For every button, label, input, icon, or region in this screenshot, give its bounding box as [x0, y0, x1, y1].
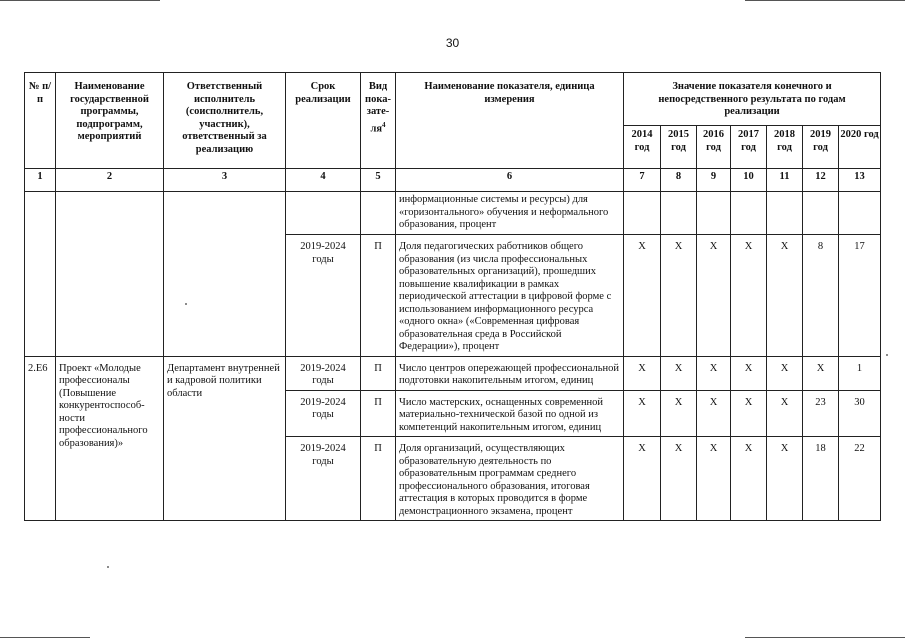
row-value: 22 — [839, 437, 881, 521]
row-type: П — [361, 390, 396, 437]
row-type: П — [361, 235, 396, 357]
scan-line-top-right — [745, 0, 905, 1]
row-value: Х — [731, 235, 767, 357]
scan-speck — [886, 354, 888, 356]
executor-name — [164, 192, 286, 357]
row-term: 2019-2024 годы — [286, 390, 361, 437]
scan-speck — [185, 303, 187, 305]
row-value — [731, 192, 767, 235]
row-term: 2019-2024 годы — [286, 235, 361, 357]
header-type-footnote: 4 — [382, 120, 386, 129]
header-year: 2017 год — [731, 126, 767, 169]
column-number: 5 — [361, 169, 396, 192]
row-term — [286, 192, 361, 235]
row-value — [661, 192, 697, 235]
column-number: 4 — [286, 169, 361, 192]
column-number: 11 — [767, 169, 803, 192]
row-number: 2.Е6 — [25, 356, 56, 521]
row-number — [25, 192, 56, 357]
row-value: Х — [624, 235, 661, 357]
row-value: Х — [803, 356, 839, 390]
row-value: Х — [767, 356, 803, 390]
row-value — [803, 192, 839, 235]
scan-speck — [107, 566, 109, 568]
column-number: 6 — [396, 169, 624, 192]
row-indicator: Число мастерских, оснащенных современной материально-технической базой по одной из компетенций накопительным итогом, единиц — [396, 390, 624, 437]
row-value: Х — [731, 390, 767, 437]
row-value: Х — [624, 390, 661, 437]
row-value: Х — [624, 356, 661, 390]
row-value: Х — [731, 437, 767, 521]
row-value: Х — [697, 356, 731, 390]
page-number: 30 — [445, 36, 460, 50]
header-values: Значение показателя конечного и непосредственного результата по годам реализации — [624, 73, 881, 126]
row-term: 2019-2024 годы — [286, 356, 361, 390]
header-row — [25, 73, 881, 126]
column-number: 10 — [731, 169, 767, 192]
row-type: П — [361, 437, 396, 521]
header-year: 2014 год — [624, 126, 661, 169]
row-value: Х — [767, 235, 803, 357]
row-value: Х — [731, 356, 767, 390]
row-type: П — [361, 356, 396, 390]
row-value: 17 — [839, 235, 881, 357]
header-year: 2019 год — [803, 126, 839, 169]
row-indicator: Число центров опережающей профессиональной подготовки накопительным итогом, единиц — [396, 356, 624, 390]
row-term: 2019-2024 годы — [286, 437, 361, 521]
row-value — [767, 192, 803, 235]
row-type — [361, 192, 396, 235]
row-value: 1 — [839, 356, 881, 390]
row-value — [839, 192, 881, 235]
row-value: Х — [661, 235, 697, 357]
row-value: Х — [661, 356, 697, 390]
scan-line-top-left — [0, 0, 160, 1]
scan-line-bottom-right — [745, 637, 905, 638]
column-number: 1 — [25, 169, 56, 192]
row-indicator: Доля организаций, осуществляющих образовательную деятельность по образовательным программам среднего профессионального образования, итоговая аттестация в которых проводится в форме демонстрационного экзамена, процент — [396, 437, 624, 521]
program-name — [56, 192, 164, 357]
row-value: Х — [661, 390, 697, 437]
header-type — [361, 73, 396, 169]
header-executor: Ответственный исполнитель (соисполнитель, участник), ответственный за реализацию — [164, 73, 286, 169]
header-year: 2020 год — [839, 126, 881, 169]
row-value — [697, 192, 731, 235]
header-year: 2016 год — [697, 126, 731, 169]
column-number: 3 — [164, 169, 286, 192]
row-indicator: информационные системы и ресурсы) для «горизонтального» обучения и неформального образования, процент — [396, 192, 624, 235]
header-year: 2015 год — [661, 126, 697, 169]
header-indicator: Наименование показателя, единица измерения — [396, 73, 624, 169]
program-name: Проект «Молодые профессионалы (Повышение конкурентоспособ-ности профессионального образования)» — [56, 356, 164, 521]
column-number: 12 — [803, 169, 839, 192]
column-number-row — [25, 169, 881, 192]
row-value: Х — [697, 390, 731, 437]
header-year: 2018 год — [767, 126, 803, 169]
row-value — [624, 192, 661, 235]
row-value: Х — [624, 437, 661, 521]
column-number: 8 — [661, 169, 697, 192]
executor-name: Департамент внутренней и кадровой политики области — [164, 356, 286, 521]
row-value: Х — [661, 437, 697, 521]
table-row — [25, 192, 881, 235]
column-number: 7 — [624, 169, 661, 192]
row-value: Х — [767, 390, 803, 437]
row-value: 30 — [839, 390, 881, 437]
row-value: 18 — [803, 437, 839, 521]
header-term: Срок реализации — [286, 73, 361, 169]
table-row — [25, 356, 881, 390]
column-number: 2 — [56, 169, 164, 192]
column-number: 13 — [839, 169, 881, 192]
row-value: Х — [697, 235, 731, 357]
row-indicator: Доля педагогических работников общего образования (из числа профессиональных образовательных организаций), прошедших повышение квалификации в рамках периодической аттестации в цифровой форме с использованием информационного ресурса «одного окна» («Современная цифровая образовательная среда в Российской Федерации»), процент — [396, 235, 624, 357]
scan-line-bottom-left — [0, 637, 90, 638]
row-value: 23 — [803, 390, 839, 437]
header-type-label: Вид пока-зате-ля — [365, 81, 391, 134]
row-value: 8 — [803, 235, 839, 357]
row-value: Х — [697, 437, 731, 521]
header-num: № п/п — [25, 73, 56, 169]
column-number: 9 — [697, 169, 731, 192]
header-program: Наименование государственной программы, подпрограмм, мероприятий — [56, 73, 164, 169]
indicator-table — [24, 72, 881, 521]
row-value: Х — [767, 437, 803, 521]
